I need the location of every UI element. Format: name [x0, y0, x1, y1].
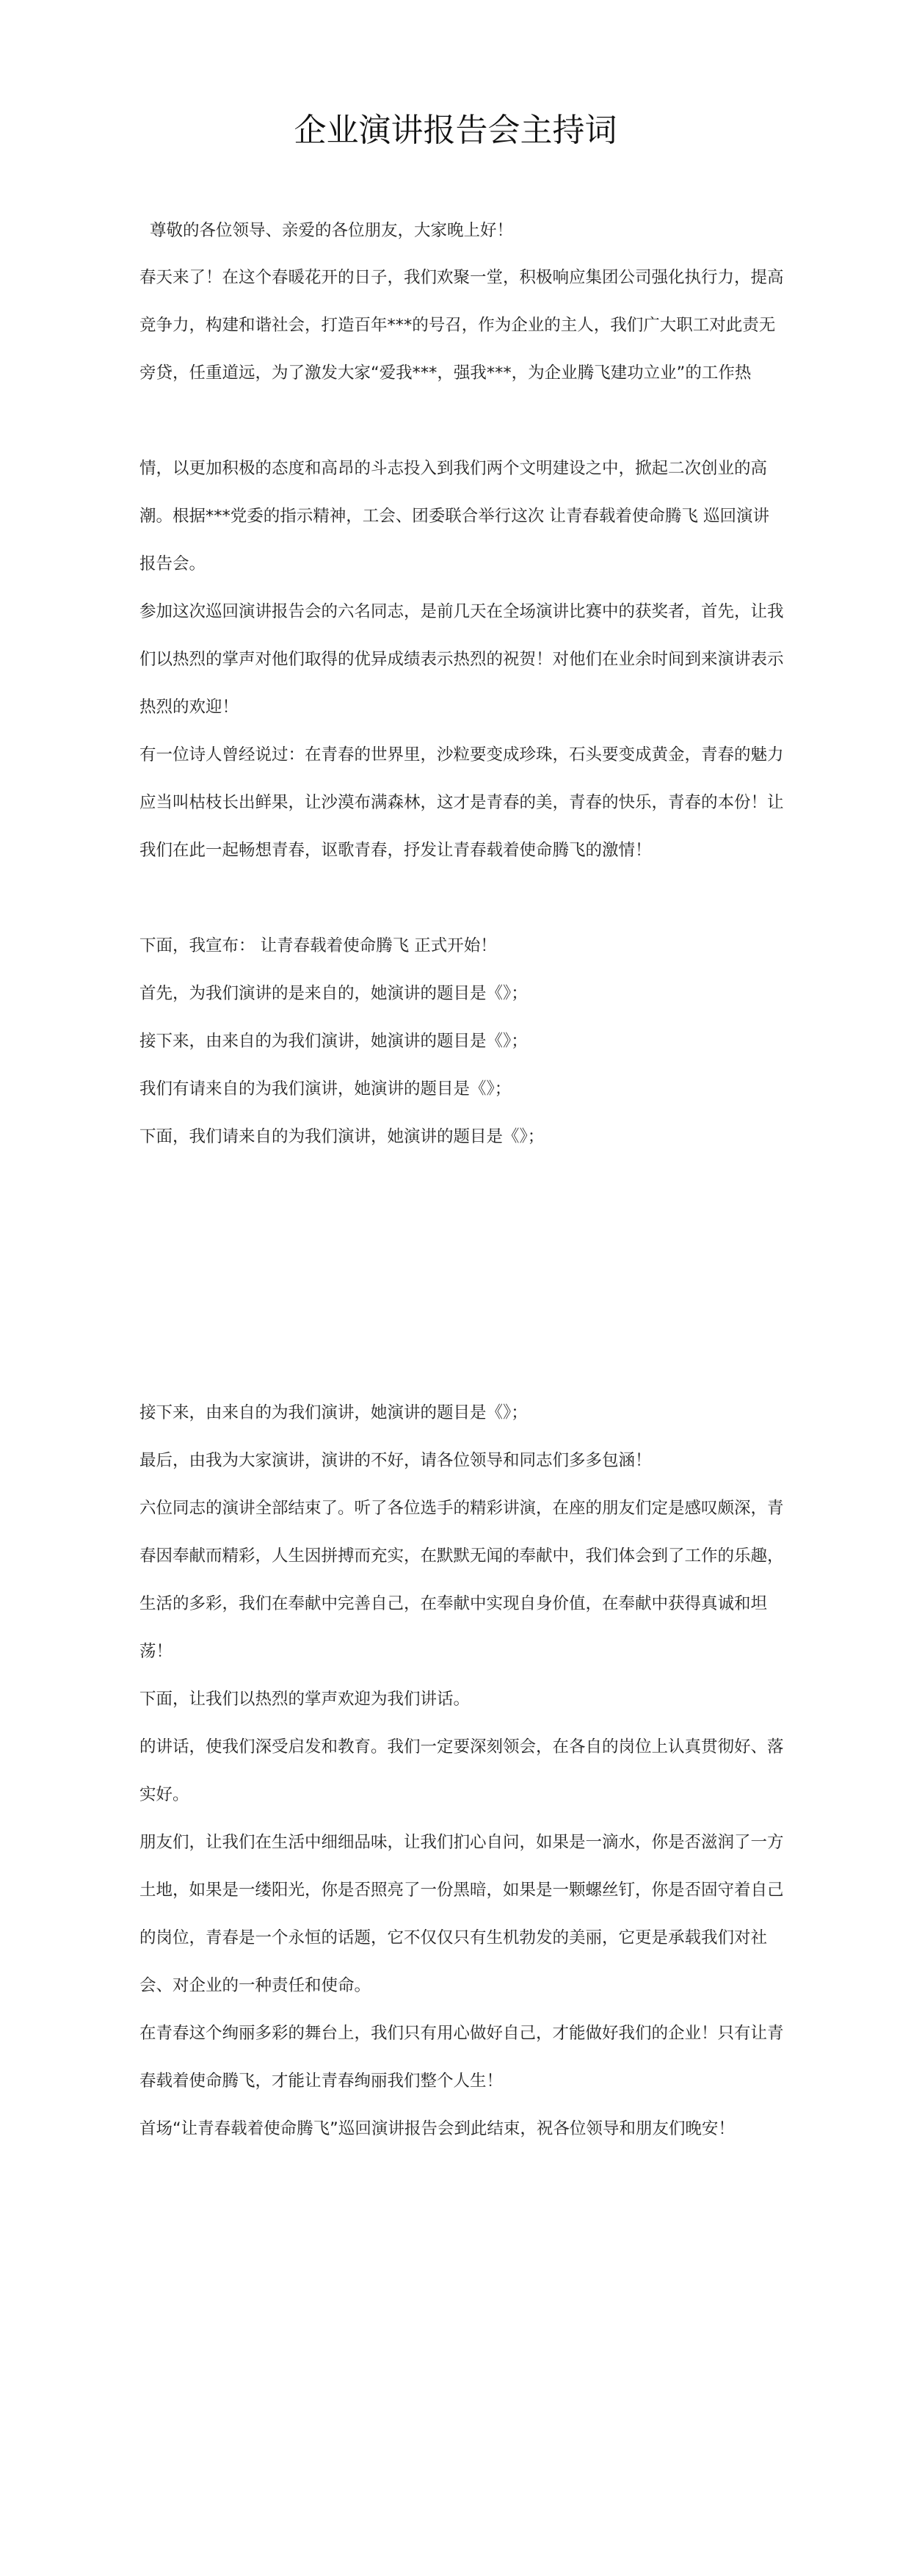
paragraph-speaker-4: 下面，我们请来自的为我们演讲，她演讲的题目是《》；: [139, 1127, 545, 1146]
paragraph-announcement: 下面，我宣布： 让青春载着使命腾飞 正式开始！: [139, 936, 497, 955]
paragraph-speakers-intro: 参加这次巡回演讲报告会的六名同志，是前几天在全场演讲比赛中的获奖者，首先，让我们以热烈的掌声对他们取得的优异成绩表示热烈的祝贺！对他们在业余时间到来演讲表示热烈的欢迎！: [139, 602, 784, 717]
paragraph-greeting: 尊敬的各位领导、亲爱的各位朋友，大家晚上好！: [150, 221, 514, 240]
paragraph-poet-quote: 有一位诗人曾经说过：在青春的世界里，沙粒要变成珍珠，石头要变成黄金，青春的魅力应当叫枯枝长出鲜果，让沙漠布满森林，这才是青春的美，青春的快乐，青春的本份！让我们在此一起畅想青春，讴歌青春，抒发让青春载着使命腾飞的激情！: [139, 745, 784, 860]
paragraph-leader-speech-response: 的讲话，使我们深受启发和教育。我们一定要深刻领会，在各自的岗位上认真贯彻好、落实好。: [139, 1737, 784, 1804]
paragraph-reflection: 朋友们，让我们在生活中细细品味，让我们扪心自问，如果是一滴水，你是否滋润了一方土地，如果是一缕阳光，你是否照亮了一份黑暗，如果是一颗螺丝钉，你是否固守着自己的岗位，青春是一个永恒的话题，它不仅仅只有生机勃发的美丽，它更是承载我们对社会、对企业的一种责任和使命。: [139, 1833, 784, 1995]
document-title: 企业演讲报告会主持词: [294, 112, 617, 149]
paragraph-closing: 首场“让青春载着使命腾飞”巡回演讲报告会到此结束，祝各位领导和朋友们晚安！: [139, 2119, 735, 2138]
paragraph-speaker-1: 首先，为我们演讲的是来自的，她演讲的题目是《》；: [139, 984, 528, 1003]
paragraph-opening: 春天来了！在这个春暖花开的日子，我们欢聚一堂，积极响应集团公司强化执行力，提高竞争力，构建和谐社会，打造百年***的号召，作为企业的主人，我们广大职工对此责无旁贷，任重道远，为了激发大家“爱我***，强我***，为企业腾飞建功立业”的工作热: [139, 268, 784, 383]
paragraph-speaker-final: 最后，由我为大家演讲，演讲的不好，请各位领导和同志们多多包涵！: [139, 1451, 652, 1470]
paragraph-speaker-3: 我们有请来自的为我们演讲，她演讲的题目是《》；: [139, 1079, 512, 1099]
paragraph-stage: 在青春这个绚丽多彩的舞台上，我们只有用心做好自己，才能做好我们的企业！只有让青春载着使命腾飞，才能让青春绚丽我们整个人生！: [139, 2024, 784, 2091]
paragraph-speaker-2: 接下来，由来自的为我们演讲，她演讲的题目是《》；: [139, 1032, 528, 1051]
paragraph-speaker-5: 接下来，由来自的为我们演讲，她演讲的题目是《》；: [139, 1403, 528, 1422]
paragraph-leader-speech-invite: 下面，让我们以热烈的掌声欢迎为我们讲话。: [139, 1690, 471, 1709]
paragraph-summary: 六位同志的演讲全部结束了。听了各位选手的精彩讲演，在座的朋友们定是感叹颇深，青春因奉献而精彩，人生因拼搏而充实，在默默无闻的奉献中，我们体会到了工作的乐趣，生活的多彩，我们在奉献中完善自己，在奉献中实现自身价值，在奉献中获得真诚和坦荡！: [139, 1499, 784, 1661]
paragraph-event-intro: 情，以更加积极的态度和高昂的斗志投入到我们两个文明建设之中，掀起二次创业的高潮。根据***党委的指示精神，工会、团委联合举行这次 让青春载着使命腾飞 巡回演讲报告会。: [139, 459, 770, 574]
